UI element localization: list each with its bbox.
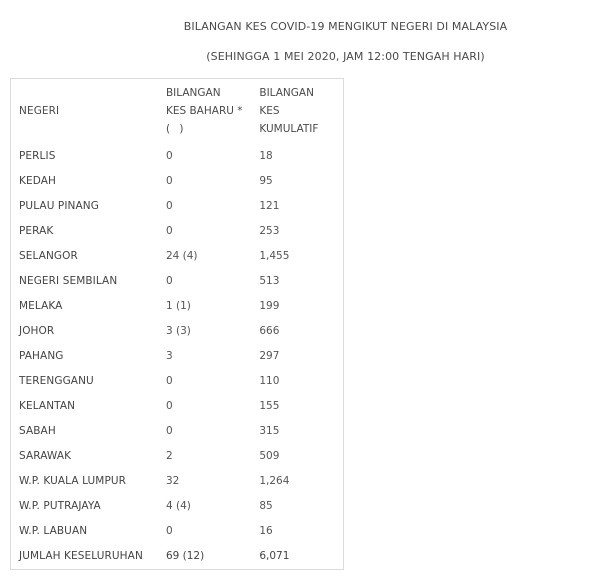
cell-new-cases: 24 (4) xyxy=(165,249,198,262)
header-cum-line3: KUMULATIF xyxy=(259,123,319,135)
table-row xyxy=(11,143,343,168)
cell-state: MELAKA xyxy=(19,299,63,312)
cell-cumulative: 18 xyxy=(259,149,273,162)
cell-new-cases: 0 xyxy=(165,374,173,387)
cell-cumulative: 121 xyxy=(259,199,280,212)
cell-cumulative: 509 xyxy=(259,449,280,462)
cell-new-cases: 3 xyxy=(165,349,173,362)
cell-state: JOHOR xyxy=(19,324,55,337)
table-row xyxy=(11,493,343,518)
table-row xyxy=(11,293,343,318)
cell-state: W.P. PUTRAJAYA xyxy=(19,499,101,512)
cell-cumulative: 513 xyxy=(259,274,280,287)
cell-state: SELANGOR xyxy=(19,249,78,262)
cell-state: NEGERI SEMBILAN xyxy=(19,274,118,287)
header-new-cases xyxy=(166,79,259,143)
cases-table xyxy=(11,79,343,569)
cell-new-cases: 0 xyxy=(165,224,173,237)
cell-state: PERAK xyxy=(19,224,54,237)
table-row xyxy=(11,518,343,543)
table-row xyxy=(11,318,343,343)
cell-new-cases: 0 xyxy=(165,149,173,162)
cell-new-cases: 0 xyxy=(165,424,173,437)
cell-new-cases: 0 xyxy=(165,274,173,287)
table-row xyxy=(11,168,343,193)
cell-new-cases: 0 xyxy=(165,174,173,187)
cell-state: KELANTAN xyxy=(19,399,76,412)
table-row xyxy=(11,468,343,493)
header-new-line3: ( ) xyxy=(165,123,187,135)
table-total-row xyxy=(11,543,343,569)
cell-new-cases: 4 (4) xyxy=(165,499,191,512)
table-body xyxy=(11,143,343,569)
cell-new-cases: 0 xyxy=(165,399,173,412)
cell-new-cases: 2 xyxy=(165,449,173,462)
header-cumulative xyxy=(259,79,343,143)
cell-new-cases: 0 xyxy=(165,199,173,212)
cell-state: PAHANG xyxy=(19,349,64,362)
cell-state: W.P. LABUAN xyxy=(19,524,88,537)
covid-cases-table xyxy=(10,78,344,570)
cell-new-cases: 1 (1) xyxy=(165,299,191,312)
table-row xyxy=(11,243,343,268)
cell-cumulative: 155 xyxy=(259,399,280,412)
cell-cumulative: 666 xyxy=(259,324,280,337)
cell-cumulative: 95 xyxy=(259,174,273,187)
cell-cumulative: 253 xyxy=(259,224,280,237)
cell-cumulative: 110 xyxy=(259,374,280,387)
cell-new-cases: 69 (12) xyxy=(165,550,205,562)
cell-state: PULAU PINANG xyxy=(19,199,99,212)
table-row xyxy=(11,368,343,393)
cell-state: SABAH xyxy=(19,424,56,437)
table-header-row xyxy=(11,79,343,143)
table-row xyxy=(11,268,343,293)
header-new-line2: KES BAHARU * xyxy=(165,105,243,117)
cell-cumulative: 6,071 xyxy=(259,550,290,562)
page-title: BILANGAN KES COVID-19 MENGIKUT NEGERI DI MALAYSIA xyxy=(183,20,508,33)
cell-cumulative: 1,455 xyxy=(259,249,290,262)
cell-state: KEDAH xyxy=(19,174,56,187)
cell-new-cases: 0 xyxy=(165,524,173,537)
table-row xyxy=(11,218,343,243)
cell-cumulative: 297 xyxy=(259,349,280,362)
cell-state: W.P. KUALA LUMPUR xyxy=(19,474,127,487)
cell-state: PERLIS xyxy=(19,149,56,162)
cell-cumulative: 85 xyxy=(259,499,273,512)
cell-cumulative: 199 xyxy=(259,299,280,312)
header-new-line1: BILANGAN xyxy=(165,87,221,99)
table-row xyxy=(11,443,343,468)
header-cum-line2: KES xyxy=(259,105,280,117)
cell-state: SARAWAK xyxy=(19,449,72,462)
cell-state: TERENGGANU xyxy=(19,374,94,387)
header-state: NEGERI xyxy=(19,105,60,117)
table-row xyxy=(11,343,343,368)
cell-cumulative: 315 xyxy=(259,424,280,437)
page-subtitle: (SEHINGGA 1 MEI 2020, JAM 12:00 TENGAH HARI) xyxy=(206,50,485,63)
cell-cumulative: 16 xyxy=(259,524,273,537)
table-row xyxy=(11,393,343,418)
table-row xyxy=(11,193,343,218)
cell-state: JUMLAH KESELURUHAN xyxy=(19,550,143,562)
cell-new-cases: 3 (3) xyxy=(165,324,191,337)
table-row xyxy=(11,418,343,443)
cell-cumulative: 1,264 xyxy=(259,474,290,487)
cell-new-cases: 32 xyxy=(165,474,180,487)
header-cum-line1: BILANGAN xyxy=(259,87,314,99)
